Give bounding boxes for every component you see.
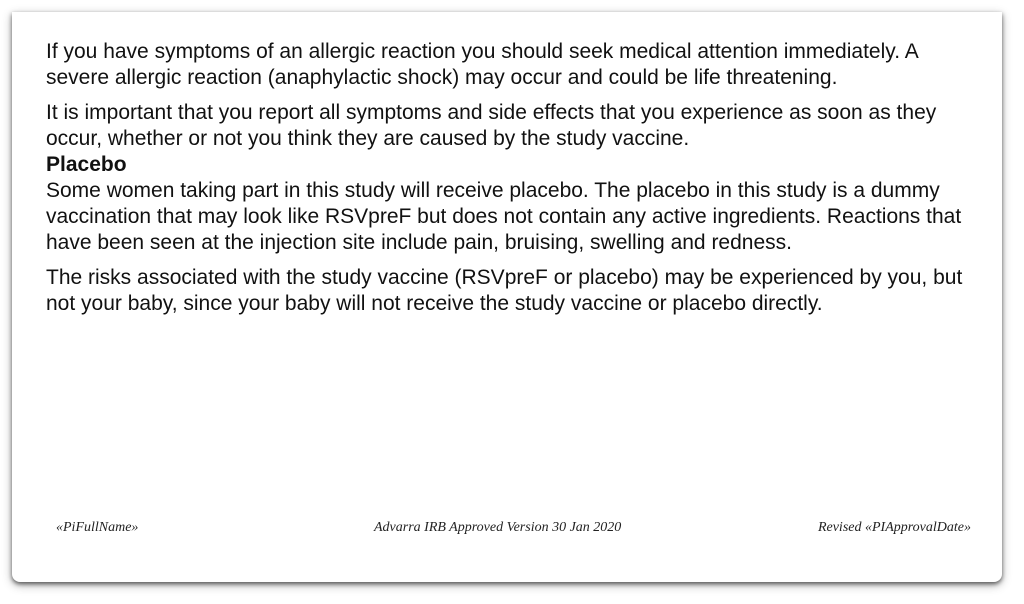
- paragraph-allergic-reaction: If you have symptoms of an allergic reaction you should seek medical attention immediately. A severe allergic reaction (anaphylactic shock) may occur and could be life threatening.: [46, 40, 918, 89]
- footer-irb-approval: Advarra IRB Approved Version 30 Jan 2020: [374, 520, 622, 535]
- paragraph-placebo: Some women taking part in this study will receive placebo. The placebo in this study is a dummy vaccination that may look like RSVpreF but does not contain any active ingredients. Reactions that have been seen at the injection site include pain, bruising, swelling and redness.: [46, 179, 962, 254]
- section-heading-placebo: Placebo: [46, 153, 127, 176]
- paragraph-report-symptoms: It is important that you report all symptoms and side effects that you experience as soon as they occur, whether or not you think they are caused by the study vaccine.: [46, 101, 937, 150]
- document-body: [46, 39, 976, 317]
- document-page: [12, 12, 1002, 582]
- footer-revised-date: Revised «PIApprovalDate»: [817, 520, 971, 535]
- paragraph-risks: The risks associated with the study vaccine (RSVpreF or placebo) may be experienced by you, but not your baby, since your baby will not receive the study vaccine or placebo directly.: [46, 266, 963, 315]
- page-footer: [56, 520, 971, 536]
- footer-pi-name: «PiFullName»: [56, 520, 139, 535]
